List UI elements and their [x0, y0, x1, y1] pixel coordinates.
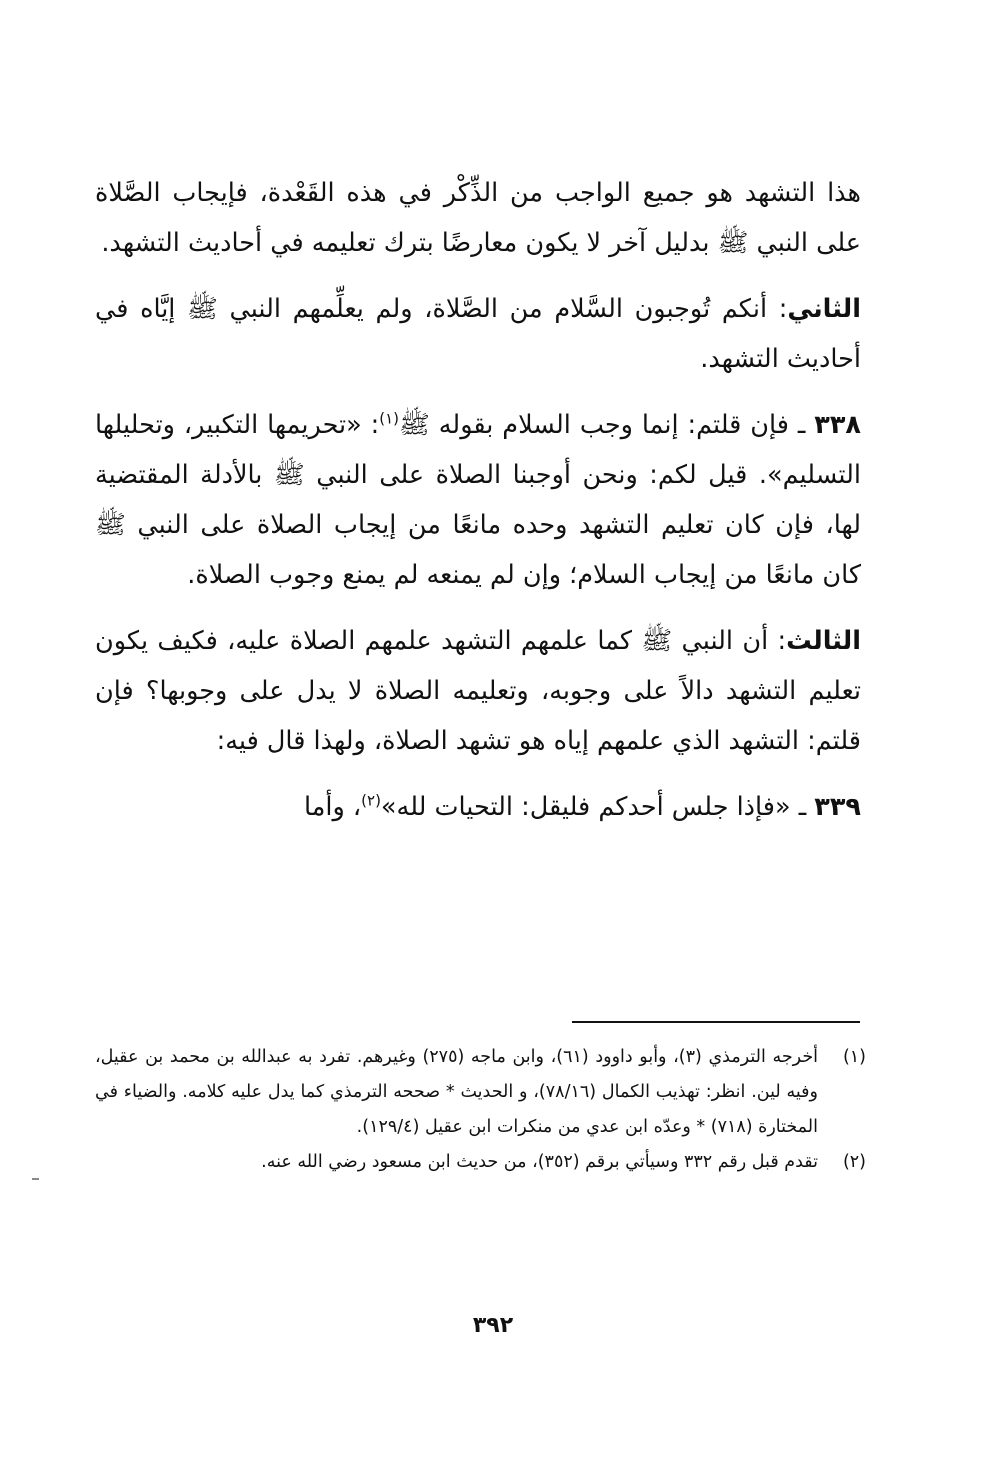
paragraph-1 — [95, 168, 861, 268]
footnote-1-text: أخرجه الترمذي (٣)، وأبو داوود (٦١)، وابن ماجه (٢٧٥) وغيرهم. تفرد به عبدالله بن محمد بن عقيل، وفيه لين. انظر: تهذيب الكمال (٧٨/١٦)، و الحديث * صححه الترمذي كما يدل عليه كلامه. والضياء في المختارة (٧١٨) * وعدّه ابن عدي من منكرات ابن عقيل (١٢٩/٤). — [95, 1047, 818, 1137]
paragraph-2-text: : أنكم تُوجبون السَّلام من الصَّلاة، ولم يعلِّمهم النبي ﷺ إيَّاه في أحاديث التشهد. — [95, 294, 861, 374]
paragraph-5 — [95, 782, 861, 832]
main-text — [95, 168, 861, 848]
paragraph-5-text-cont: ، وأما — [303, 792, 362, 822]
paragraph-4 — [95, 616, 861, 766]
footnote-2 — [95, 1145, 866, 1180]
paragraph-2-lead: الثاني — [787, 294, 861, 324]
paragraph-5-text: ـ «فإذا جلس أحدكم فليقل: التحيات لله» — [380, 792, 815, 822]
paragraph-2 — [95, 284, 861, 384]
footnote-2-text: تقدم قبل رقم ٣٣٢ وسيأتي برقم (٣٥٢)، من حديث ابن مسعود رضي الله عنه. — [261, 1152, 818, 1172]
footnote-ref-2[interactable]: (٢) — [361, 791, 381, 810]
margin-mark — [32, 1178, 39, 1180]
footnote-1 — [95, 1040, 866, 1145]
footnote-1-number: (١) — [842, 1047, 866, 1067]
paragraph-3-text-cont: : «تحريمها التكبير، وتحليلها التسليم». قيل لكم: ونحن أوجبنا الصلاة على النبي ﷺ بالأدلة المقتضية لها، فإن كان تعليم التشهد وحده مانعًا من إيجاب الصلاة على النبي ﷺ كان مانعًا من إيجاب السلام؛ وإن لم يمنعه لم يمنع وجوب الصلاة. — [95, 410, 861, 590]
paragraph-3-text: ـ فإن قلتم: إنما وجب السلام بقوله ﷺ — [399, 410, 815, 440]
footnote-divider — [572, 1021, 860, 1023]
footnote-2-number: (٢) — [842, 1152, 866, 1172]
footnotes — [95, 1040, 866, 1180]
page-number: ٣٩٢ — [472, 1313, 514, 1338]
footnote-ref-1[interactable]: (١) — [379, 409, 400, 428]
paragraph-5-number: ٣٣٩ — [814, 792, 861, 822]
paragraph-3-number: ٣٣٨ — [814, 410, 861, 440]
paragraph-1-text: هذا التشهد هو جميع الواجب من الذِّكْر في هذه القَعْدة، فإيجاب الصَّلاة على النبي ﷺ بدليل آخر لا يكون معارضًا بترك تعليمه في أحاديث التشهد. — [95, 178, 861, 258]
paragraph-3 — [95, 400, 861, 600]
paragraph-4-lead: الثالث — [786, 626, 861, 656]
paragraph-4-text: : أن النبي ﷺ كما علمهم التشهد علمهم الصلاة عليه، فكيف يكون تعليم التشهد دالاً على وجوبه، وتعليمه الصلاة لا يدل على وجوبها؟ فإن قلتم: التشهد الذي علمهم إياه هو تشهد الصلاة، ولهذا قال فيه: — [95, 626, 861, 756]
